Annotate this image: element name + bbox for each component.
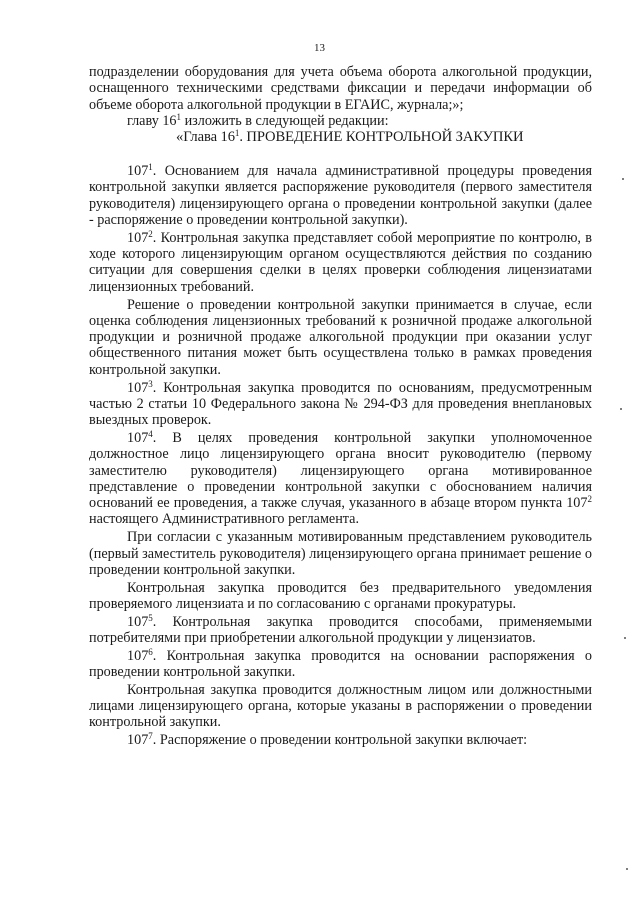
paragraph-agreement: При согласии с указанным мотивированным представлением руководитель (первый заместитель руководителя) лицензирующего органа принимает решение о проведении контрольной закупки. — [89, 529, 592, 578]
scan-speck — [624, 637, 626, 639]
paragraph-107-2: $107^2$. Контрольная закупка представляет собой мероприятие по контролю, в ходе которого лицензирующим органом осуществляются действия по созданию ситуации для совершения сделки в целях проверки соблюдения лицензиатами лицензионных требований. — [89, 228, 592, 295]
scan-speck — [622, 178, 624, 180]
paragraph-107-4: $107^4$. В целях проведения контрольной закупки уполномоченное должностное лицо лицензирующего органа вносит руководителю (первому заместителю руководителя) лицензирующего органа мотивированное представление о проведении контрольной закупки с обоснованием наличия оснований ее проведения, а также случая, указанного в абзаце втором пункта $107^2$ настоящего Административного регламента. — [89, 428, 592, 528]
paragraph-decision: Решение о проведении контрольной закупки принимается в случае, если оценка соблюдения лицензионных требований к розничной продаже алкогольной продукции и розничной продаже алкогольной продукции при оказании услуг общественного питания может быть осуществлена только в рамках проведения контрольной закупки. — [89, 296, 592, 378]
paragraph-amendment-instruction: главу $16^1$ изложить в следующей редакции: — [127, 111, 389, 129]
paragraph-without-notice: Контрольная закупка проводится без предварительного уведомления проверяемого лицензиата и по согласованию с органами прокуратуры. — [89, 579, 592, 612]
paragraph-107-5: $107^5$. Контрольная закупка проводится способами, применяемыми потребителями при приобретении алкогольной продукции у лицензиатов. — [89, 612, 592, 646]
chapter-heading: «Глава $16^1$. ПРОВЕДЕНИЕ КОНТРОЛЬНОЙ ЗАКУПКИ — [176, 128, 524, 146]
paragraph-officials: Контрольная закупка проводится должностным лицом или должностными лицами лицензирующего органа, которые указаны в распоряжении о проведении контрольной закупки. — [89, 681, 592, 731]
paragraph-107-7: $107^7$. Распоряжение о проведении контрольной закупки включает: — [127, 731, 528, 749]
scan-speck — [620, 408, 622, 410]
paragraph-107-3: $107^3$. Контрольная закупка проводится по основаниям, предусмотренным частью 2 статьи 10 Федерального закона № 294-ФЗ для проведения внеплановых выездных проверок. — [89, 378, 592, 429]
paragraph-107-1: $107^1$. Основанием для начала административной процедуры проведения контрольной закупки является распоряжение руководителя (первого заместителя руководителя) лицензирующего органа о проведении контрольной закупки (далее - распоряжение о проведении контрольной закупки). — [89, 162, 592, 229]
document-body — [89, 64, 592, 749]
scan-speck — [626, 868, 628, 870]
paragraph-107-6: $107^6$. Контрольная закупка проводится на основании распоряжения о проведении контрольной закупки. — [89, 646, 592, 681]
paragraph-continuation: подразделении оборудования для учета объема оборота алкогольной продукции, оснащенного техническими средствами фиксации и передачи информации об объеме оборота алкогольной продукции в ЕГАИС, журнала;»; — [89, 64, 592, 113]
page-number: 13 — [314, 42, 325, 54]
